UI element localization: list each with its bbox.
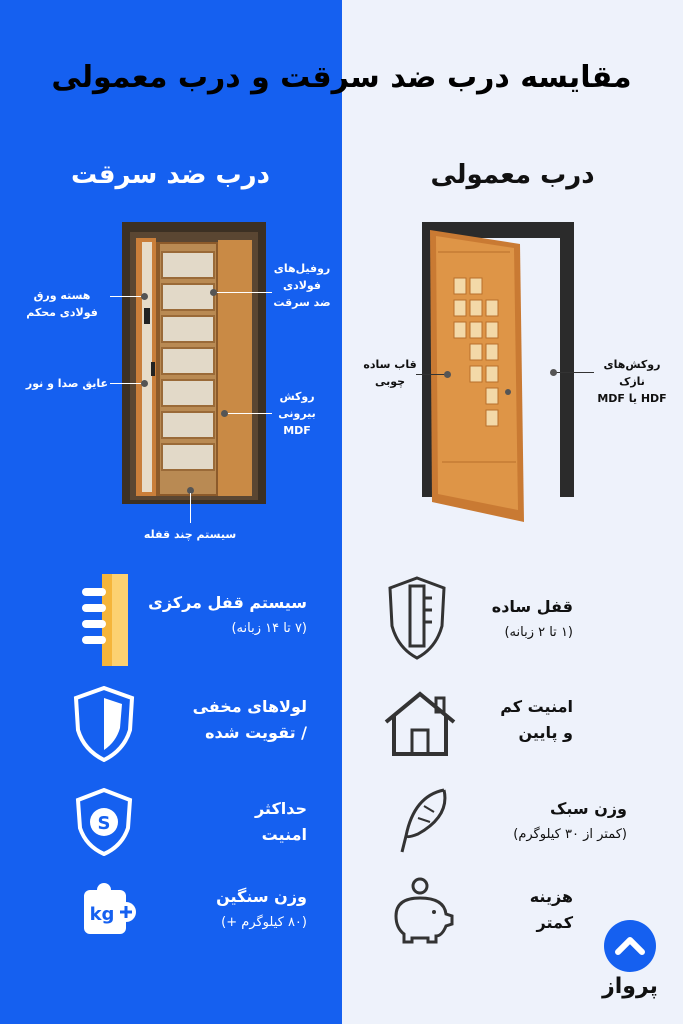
heavy-weight-feature: وزن سنگین (۸۰ کیلوگرم +) — [216, 887, 307, 930]
chevron-up-icon — [604, 920, 656, 972]
low-security-feature: امنیت کم و پایین — [500, 697, 573, 742]
door-panel-grid — [162, 252, 214, 470]
steel-profiles-label: روفیل‌های فولادی ضد سرقت — [273, 262, 331, 309]
brand-logo — [598, 920, 662, 999]
svg-text:S: S — [97, 813, 111, 834]
svg-text:kg: kg — [89, 904, 115, 925]
lower-cost-feature: هزینه کمتر — [529, 887, 573, 932]
simple-lock-feature: قفل ساده (۱ تا ۲ زبانه) — [491, 597, 573, 640]
steel-core-label: هسته ورق فولادی محکم — [26, 289, 98, 319]
wood-frame-label: قاب ساده چوبی — [363, 358, 417, 388]
central-lock-feature: سیستم قفل مرکزی (۷ تا ۱۴ زبانه) — [148, 593, 307, 636]
page-title: مقایسه درب ضد سرقت و درب معمولی — [51, 60, 632, 95]
thin-cover-label: روکش‌های نازک HDF یا MDF — [597, 358, 667, 405]
light-weight-feature: وزن سبک (کمتر از ۳۰ کیلوگرم) — [513, 799, 627, 842]
hidden-hinges-feature: لولاهای مخفی / تقویت شده — [192, 697, 307, 742]
mdf-cover-label: روکش بیرونی MDF — [278, 390, 316, 437]
security-door-illustration — [122, 222, 266, 504]
multi-lock-label: سیستم چند قفله — [143, 528, 237, 541]
security-door-heading: درب ضد سرقت — [71, 160, 270, 190]
max-security-feature: حداکثر امنیت — [254, 799, 307, 844]
regular-door-heading: درب معمولی — [430, 160, 595, 190]
insulation-label: عایق صدا و نور — [25, 377, 109, 390]
brand-name: پرواز — [602, 974, 658, 999]
